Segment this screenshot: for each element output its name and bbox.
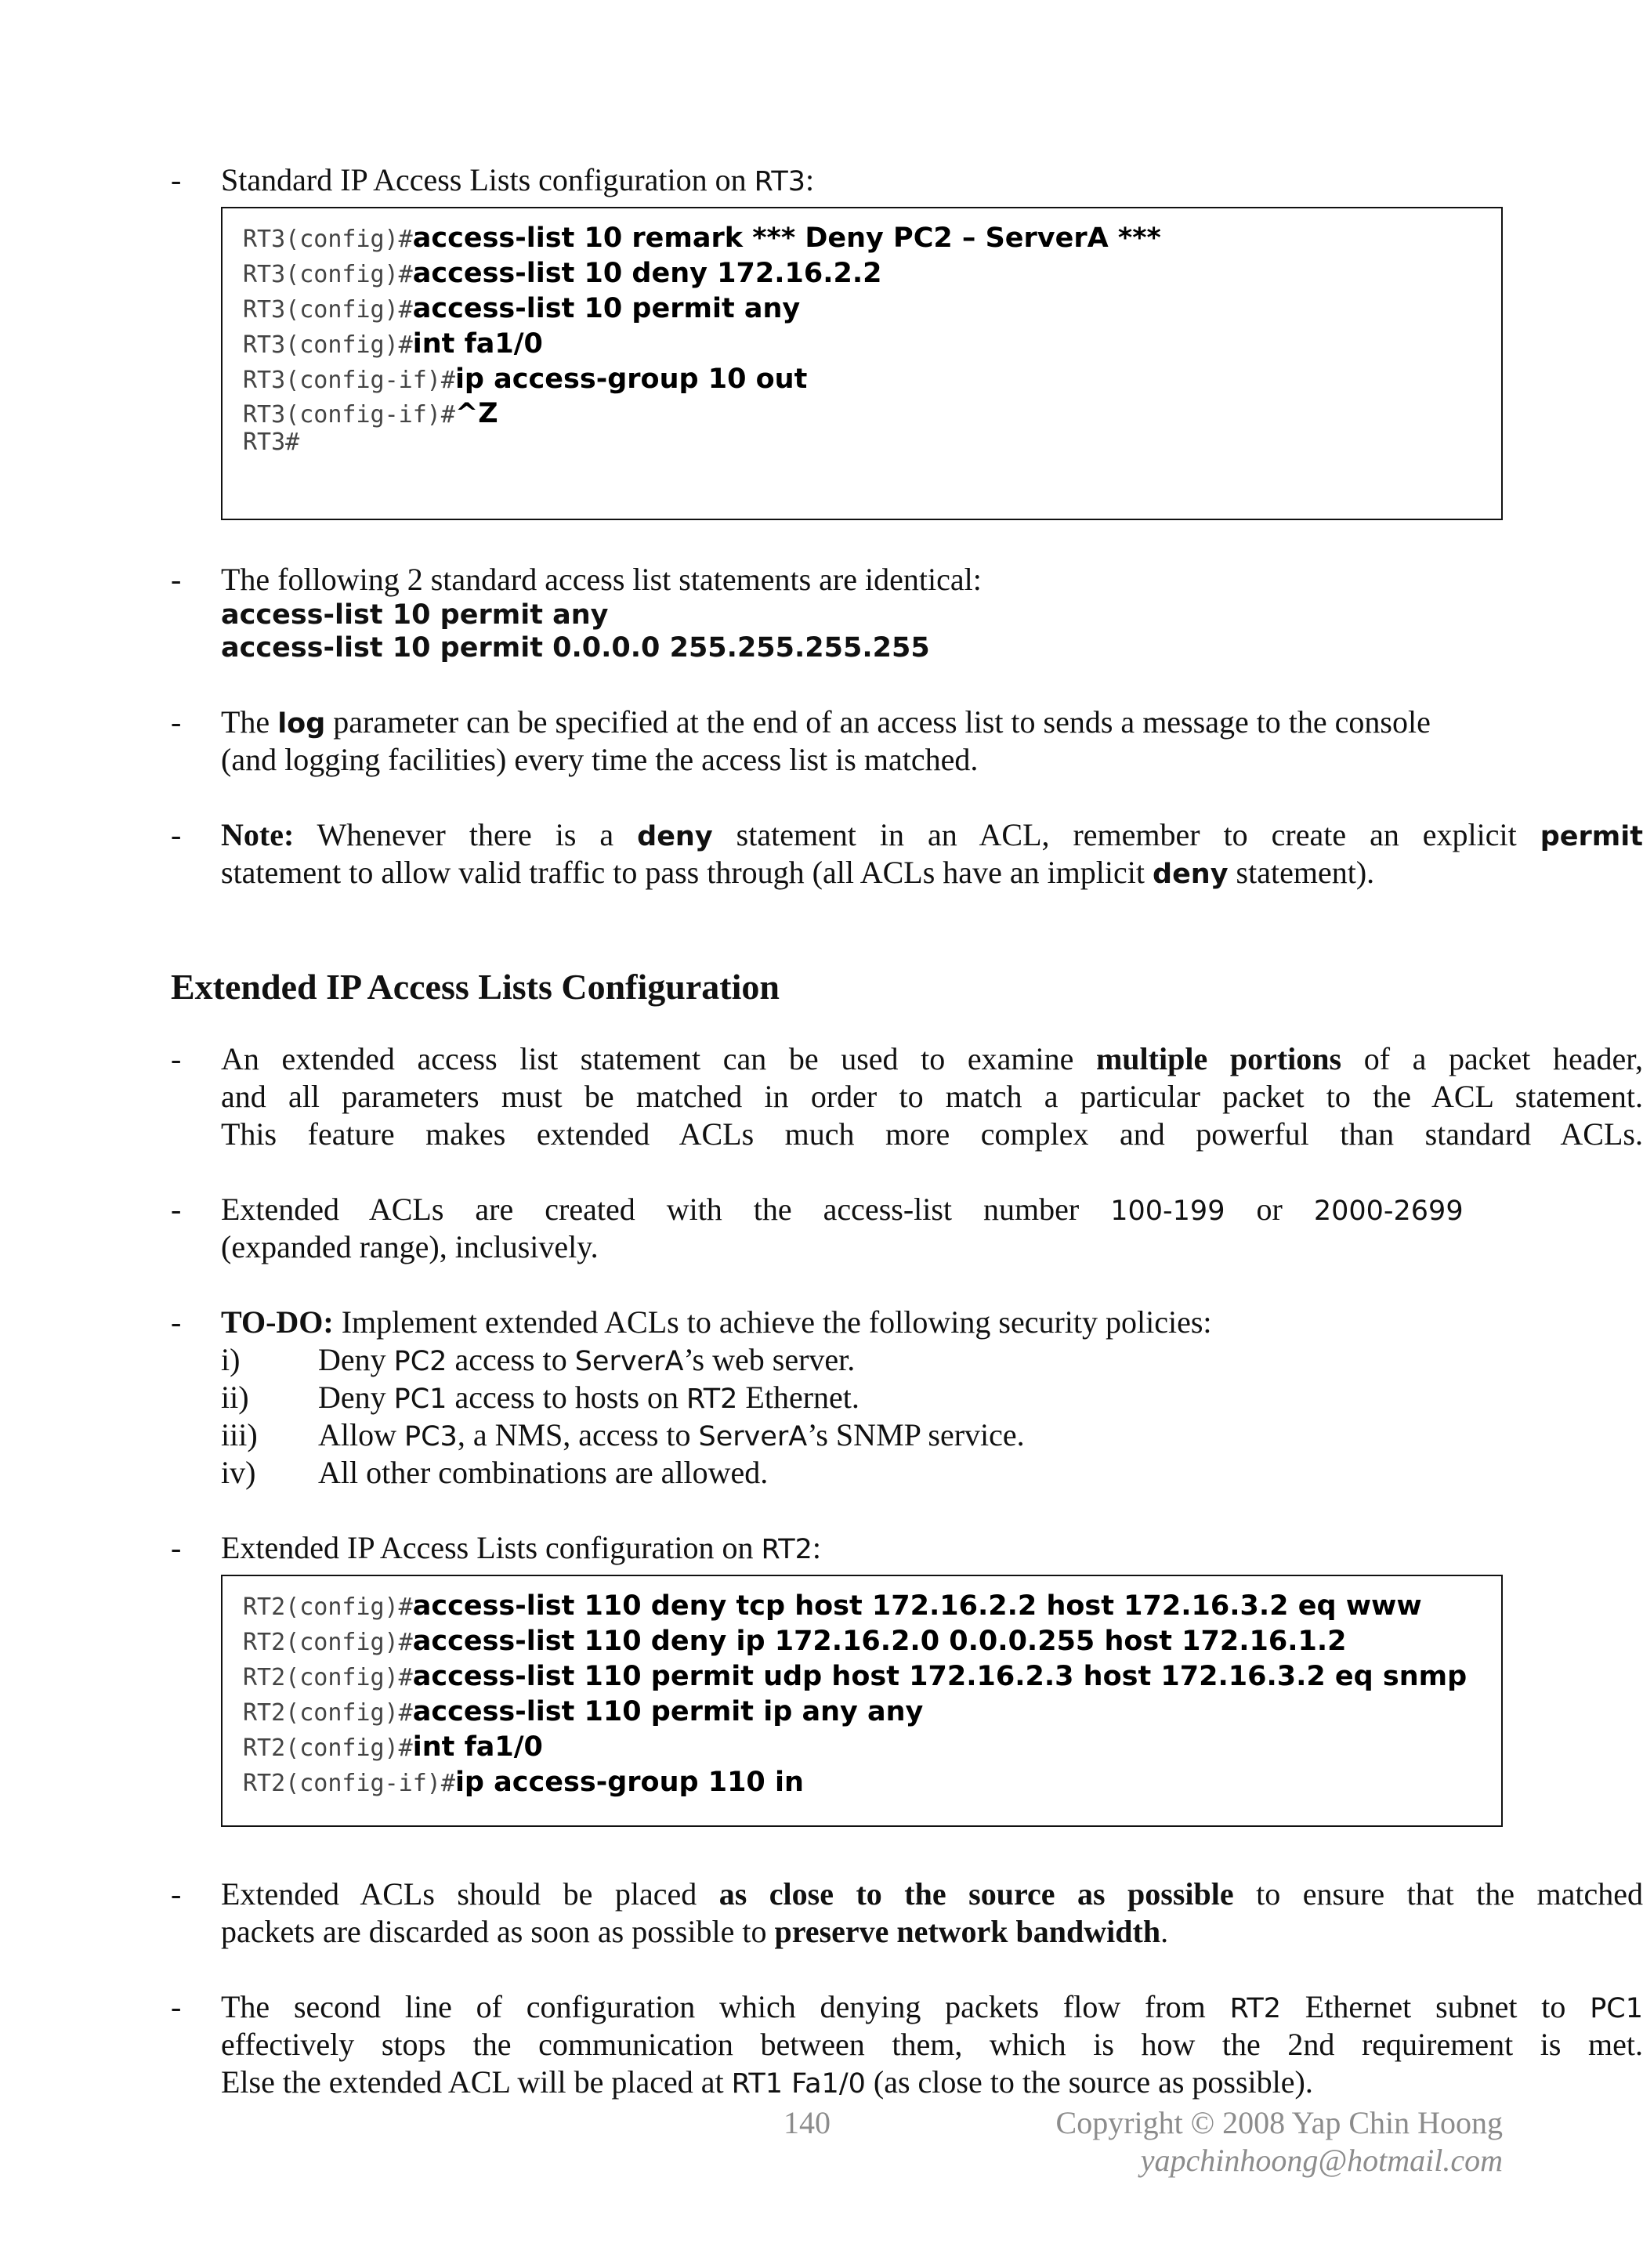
text: Deny [318, 1380, 394, 1415]
code-block-rt2 [221, 1575, 1503, 1827]
cli-command: ip access-group 10 out [454, 364, 808, 395]
text: Whenever there is a [294, 817, 638, 852]
text: and all parameters must be matched in order to match a particular packet to the ACL statement. [221, 1079, 1643, 1114]
cli-command: int fa1/0 [412, 328, 543, 360]
code-line [243, 1624, 1501, 1659]
code-line [243, 1765, 1501, 1800]
code-line [243, 1695, 1501, 1730]
section-heading: Extended IP Access Lists Configuration [171, 967, 780, 1007]
code-line [243, 291, 1501, 327]
cli-command: access-list 110 permit udp host 172.16.2.3 host 172.16.3.2 eq snmp [412, 1661, 1467, 1692]
text: parameter can be specified at the end of an access list to sends a message to the console [325, 704, 1431, 740]
text: Standard IP Access Lists configuration on [221, 162, 755, 197]
text: The second line of configuration which denying packets flow from [221, 1989, 1230, 2024]
code-term: PC3 [404, 1421, 458, 1452]
text: statement). [1228, 855, 1375, 890]
code-term: PC1 [393, 1384, 447, 1415]
code-term: PC1 [1590, 1993, 1643, 2024]
bullet-dash: - [171, 1876, 182, 1912]
code-term: RT2 [1229, 1993, 1281, 2024]
cli-command: access-list 110 deny tcp host 172.16.2.2 host 172.16.3.2 eq www [412, 1590, 1422, 1622]
text: access to hosts on [447, 1380, 686, 1415]
text: Else the extended ACL will be placed at [221, 2064, 732, 2100]
emphasis: as close to the source as possible [718, 1876, 1234, 1912]
list-number: iii) [221, 1417, 258, 1452]
text: , a NMS, access to [457, 1417, 699, 1452]
code-term: ServerA [698, 1421, 808, 1452]
text: (expanded range), inclusively. [221, 1229, 599, 1264]
code-term: RT2 [686, 1384, 738, 1415]
list-item [221, 1341, 1643, 1379]
bullet-dash: - [171, 817, 182, 852]
bullet-dash: - [171, 1530, 182, 1565]
text: Deny [318, 1342, 394, 1377]
text: ’s SNMP service. [807, 1417, 1025, 1452]
author-email: yapchinhoong@hotmail.com [1140, 2143, 1503, 2178]
text: Extended IP Access Lists configuration on [221, 1530, 762, 1565]
bullet-dash: - [171, 704, 182, 740]
text: Implement extended ACLs to achieve the following security policies: [333, 1304, 1212, 1340]
bullet-dash: - [171, 1989, 182, 2024]
bullet-dash: - [171, 1304, 182, 1340]
code-line [243, 221, 1501, 256]
text: packets are discarded as soon as possible to [221, 1914, 775, 1949]
code-statement: access-list 10 permit any [221, 599, 609, 631]
text: . [1160, 1914, 1169, 1949]
code-term: PC2 [393, 1346, 447, 1377]
copyright: Copyright © 2008 Yap Chin Hoong [1055, 2105, 1503, 2140]
text: This feature makes extended ACLs much more complex and powerful than standard ACLs. [221, 1116, 1643, 1152]
text: Extended ACLs should be placed [221, 1876, 719, 1912]
code-term: RT2 [761, 1534, 812, 1565]
text: (as close to the source as possible). [865, 2064, 1313, 2100]
cli-prompt: RT2(config)# [243, 1734, 413, 1762]
keyword: deny [1153, 859, 1229, 890]
text: ’s web server. [683, 1342, 856, 1377]
cli-prompt: RT3(config)# [243, 261, 413, 288]
cli-command: access-list 10 permit any [412, 293, 801, 324]
code-line [243, 427, 1501, 455]
emphasis: preserve network bandwidth [774, 1914, 1161, 1949]
cli-command: access-list 110 deny ip 172.16.2.0 0.0.0.255 host 172.16.1.2 [412, 1626, 1347, 1657]
code-line [243, 1589, 1501, 1624]
keyword: deny [637, 821, 713, 852]
text: An extended access list statement can be used to examine [221, 1041, 1096, 1076]
cli-prompt: RT2(config)# [243, 1629, 413, 1656]
text: statement in an ACL, remember to create an explicit [712, 817, 1540, 852]
text: : [805, 162, 815, 197]
text: statement to allow valid traffic to pass through (all ACLs have an implicit [221, 855, 1153, 890]
list-number: iv) [221, 1455, 256, 1490]
code-line [243, 397, 1501, 427]
code-term: 2000-2699 [1313, 1195, 1464, 1227]
cli-prompt: RT2(config)# [243, 1664, 413, 1691]
cli-command: access-list 10 deny 172.16.2.2 [412, 258, 882, 289]
cli-prompt: RT2(config)# [243, 1699, 413, 1727]
list-item [221, 1416, 1643, 1454]
text: or [1225, 1192, 1314, 1227]
code-term: RT1 Fa1/0 [731, 2068, 866, 2100]
cli-prompt: RT3(config-if)# [243, 367, 455, 394]
code-line [243, 1730, 1501, 1765]
keyword: log [277, 708, 326, 740]
text: : [812, 1530, 822, 1565]
code-line [243, 256, 1501, 291]
list-number: i) [221, 1342, 241, 1377]
text: The [221, 704, 278, 740]
text: All other combinations are allowed. [318, 1455, 769, 1490]
code-line [243, 362, 1501, 397]
page-number: 140 [784, 2105, 831, 2140]
text: to ensure that the matched [1233, 1876, 1643, 1912]
bullet-dash: - [171, 1192, 182, 1227]
text: Extended ACLs are created with the access-list number [221, 1192, 1111, 1227]
bullet-dash: - [171, 162, 182, 197]
code-block-rt3 [221, 207, 1503, 520]
policy-list [221, 1341, 1643, 1492]
text: of a packet header, [1341, 1041, 1643, 1076]
cli-command: ^Z [454, 398, 498, 429]
cli-command: access-list 10 remark *** Deny PC2 – ServerA *** [412, 222, 1161, 254]
cli-prompt: RT3(config)# [243, 226, 413, 253]
keyword: permit [1540, 821, 1643, 852]
emphasis: multiple portions [1095, 1041, 1342, 1076]
cli-command: access-list 110 permit ip any any [412, 1696, 924, 1727]
cli-prompt: RT2(config)# [243, 1593, 413, 1621]
list-number: ii) [221, 1380, 249, 1415]
text: The following 2 standard access list statements are identical: [221, 562, 982, 597]
code-line [243, 1659, 1501, 1695]
list-item [221, 1454, 1643, 1492]
cli-prompt: RT3(config)# [243, 331, 413, 359]
list-item [221, 1379, 1643, 1416]
code-statement: access-list 10 permit 0.0.0.0 255.255.255.255 [221, 632, 930, 664]
cli-prompt: RT3(config)# [243, 296, 413, 324]
text: Ethernet subnet to [1281, 1989, 1591, 2024]
text: Ethernet. [737, 1380, 859, 1415]
bullet-dash: - [171, 562, 182, 597]
text: Allow [318, 1417, 404, 1452]
text: (and logging facilities) every time the access list is matched. [221, 742, 979, 777]
note-label: Note: [221, 817, 295, 852]
text: access to [447, 1342, 575, 1377]
code-term: RT3 [754, 166, 806, 197]
code-line [243, 327, 1501, 362]
cli-prompt: RT2(config-if)# [243, 1770, 455, 1797]
bullet-dash: - [171, 1041, 182, 1076]
text: effectively stops the communication between them, which is how the 2nd requirement is met. [221, 2027, 1643, 2062]
cli-command: ip access-group 110 in [454, 1767, 804, 1798]
code-term: 100-199 [1110, 1195, 1225, 1227]
todo-label: TO-DO: [221, 1304, 334, 1340]
cli-prompt: RT3# [243, 429, 300, 456]
code-term: ServerA [574, 1346, 684, 1377]
cli-command: int fa1/0 [412, 1731, 543, 1763]
cli-prompt: RT3(config-if)# [243, 401, 455, 429]
